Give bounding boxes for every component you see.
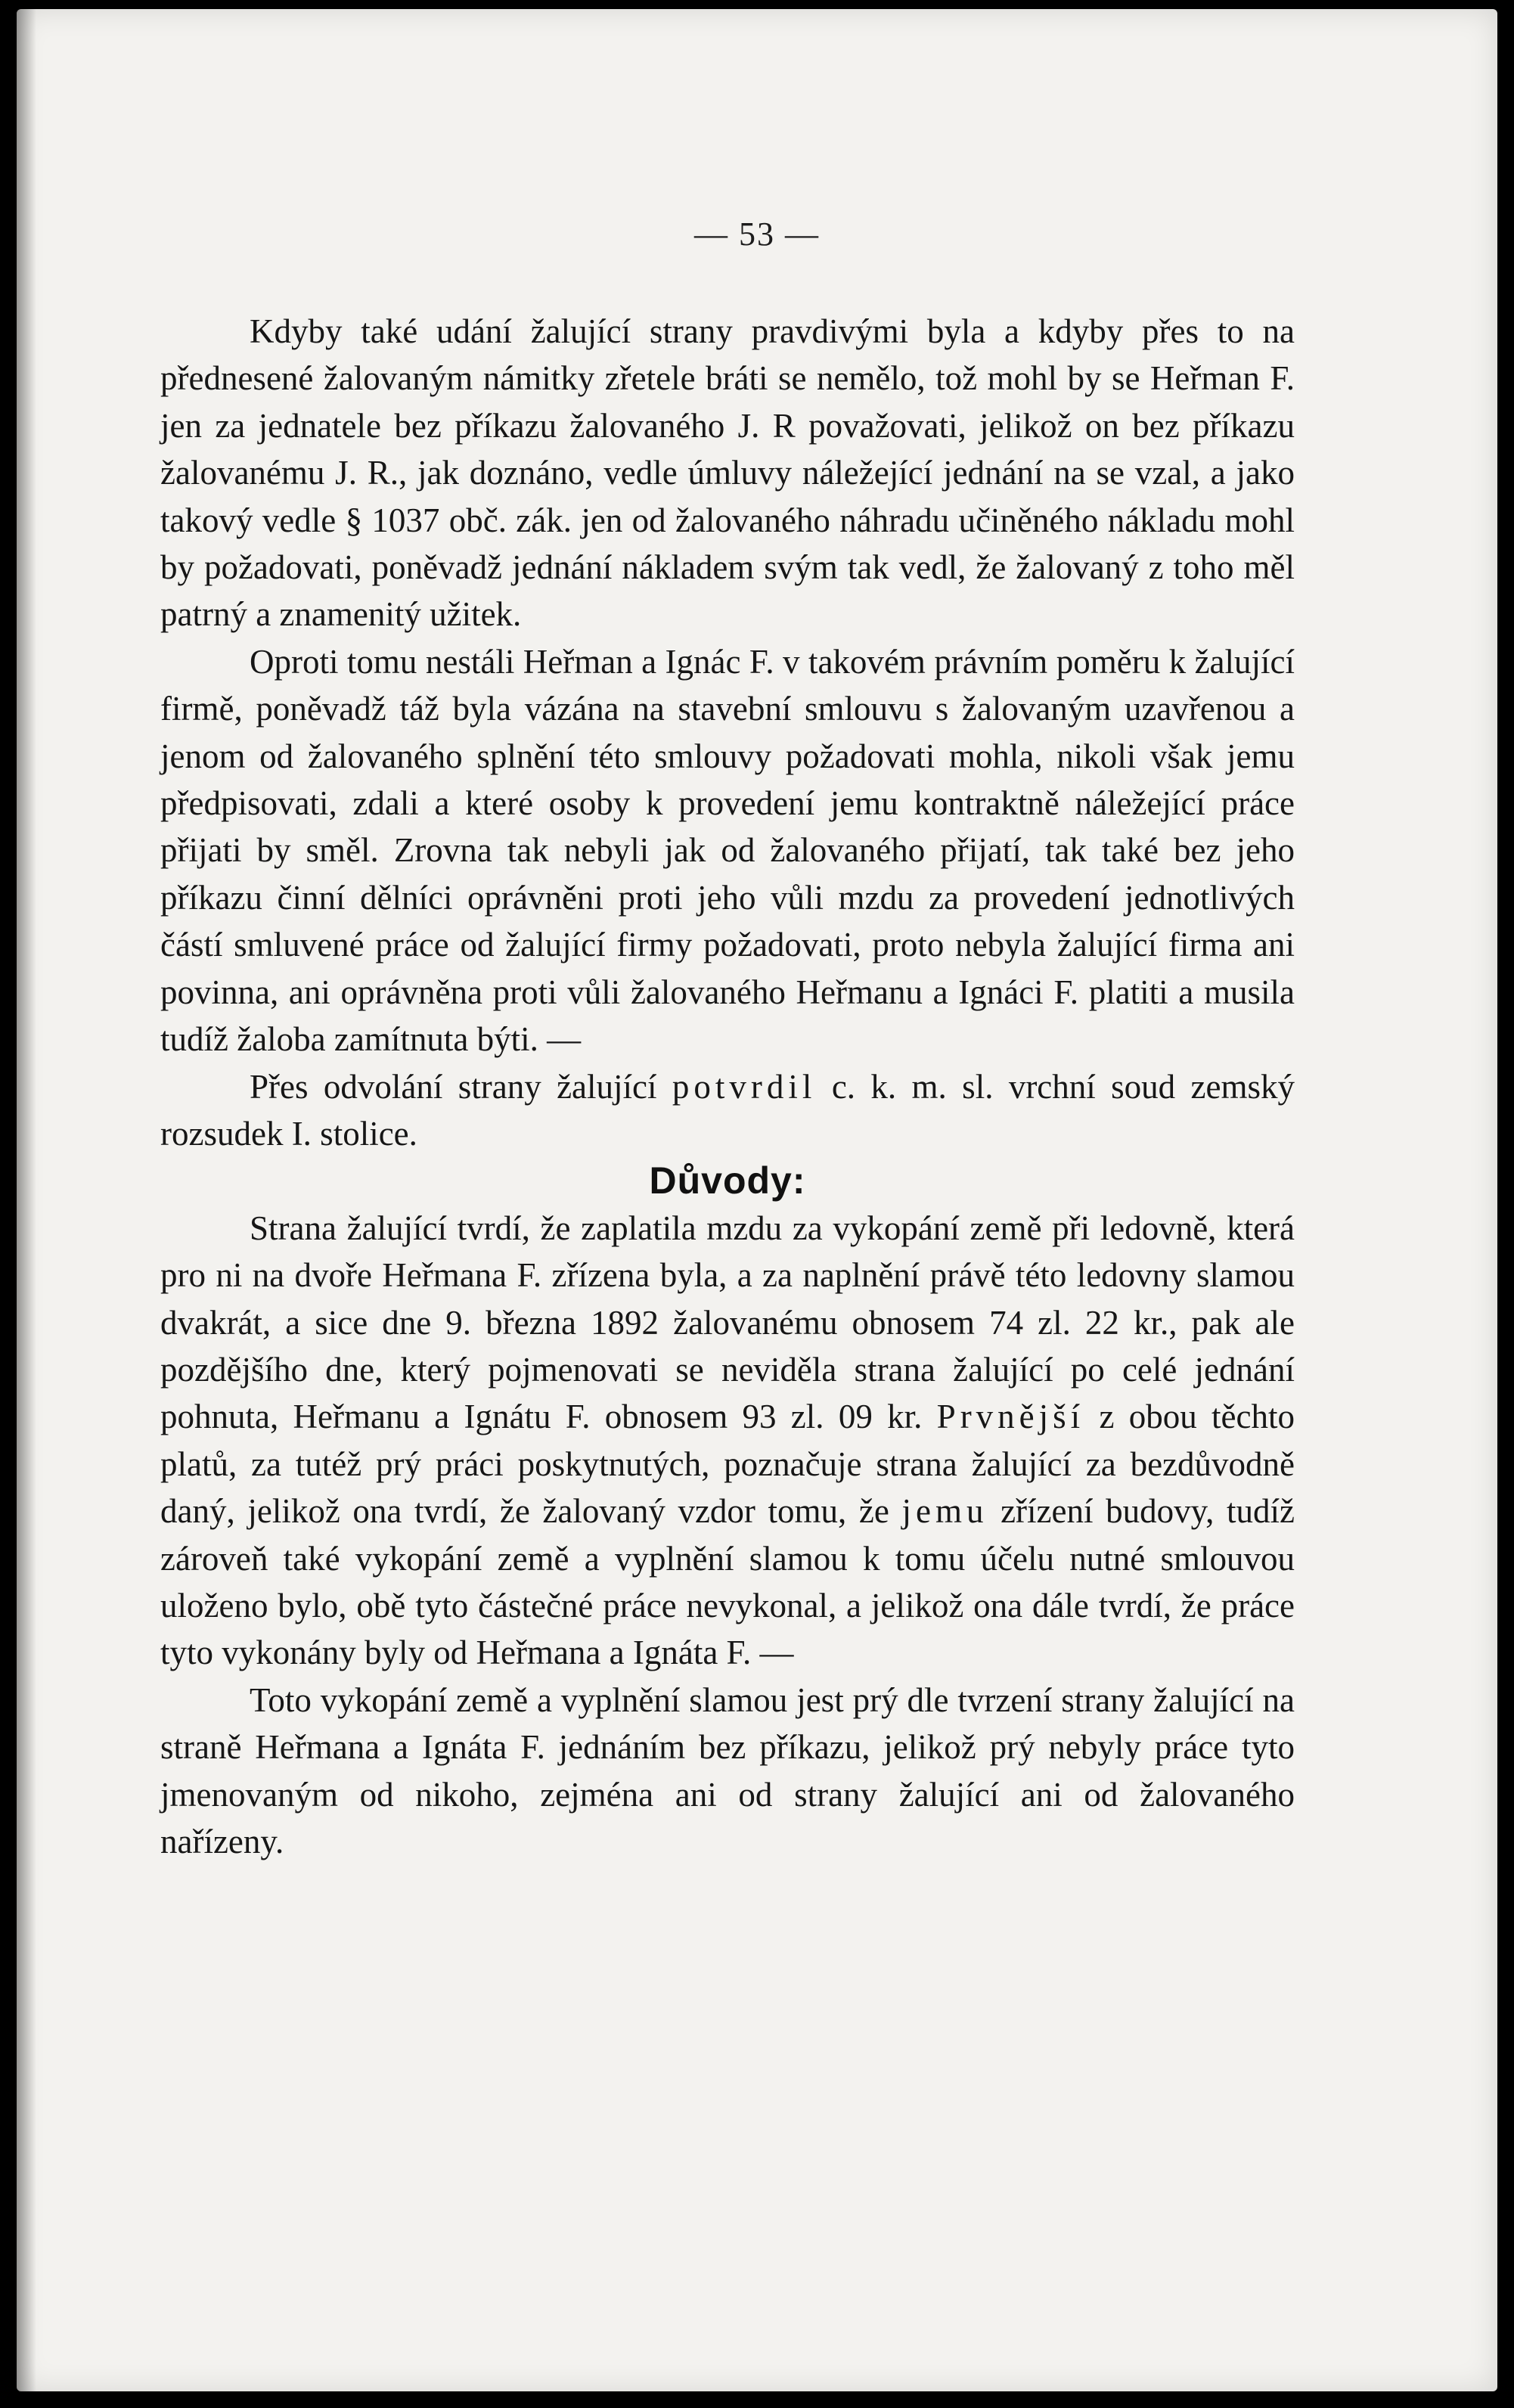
paragraph-text: Přes odvolání strany žalující bbox=[250, 1067, 657, 1106]
page-body bbox=[160, 308, 1295, 1865]
paragraph-appeal bbox=[160, 1063, 1295, 1158]
spaced-emphasis: Prvnější bbox=[936, 1398, 1085, 1436]
section-heading: Důvody: bbox=[649, 1159, 806, 1202]
paragraph-text: zřízení budovy, tudíž zároveň také vykopání země a vyplnění slamou k tomu účelu nutné smlouvou uloženo bylo, obě tyto částečné práce nevykonal, a jelikož ona dále tvrdí, že práce tyto vykonány byly od Heřmana a Ignáta F. — bbox=[160, 1492, 1295, 1672]
paragraph-text: z obou těchto platů, za tutéž prý práci poskytnutých, poznačuje strana žalující za bezdůvodně daný, jelikož ona tvrdí, že žalovaný vzdor tomu, že bbox=[160, 1398, 1295, 1531]
paragraph: Kdyby také udání žalující strany pravdivými byla a kdyby přes to na přednesené žalovaným námitky zřetele bráti se nemělo, tož mohl by se Heřman F. jen za jednatele bez příkazu žalovaného J. R považovati, jelikož on bez příkazu žalovanému J. R., jak doznáno, vedle úmluvy náležející jednání na se vzal, a jako takový vedle § 1037 obč. zák. jen od žalovaného náhradu učiněného nákladu mohl by požadovati, poněvadž jednání nákladem svým tak vedl, že žalovaný z toho měl patrný a znamenitý užitek. bbox=[160, 312, 1295, 634]
spaced-emphasis: potvrdil bbox=[672, 1067, 817, 1106]
paragraph: Toto vykopání země a vyplnění slamou jest prý dle tvrzení strany žalující na straně Heřmana a Ignáta F. jednáním bez příkazu, jelikož prý nebyly práce tyto jmenovaným od nikoho, zejména ani od strany žalující ani od žalovaného nařízeny. bbox=[160, 1680, 1295, 1860]
page-number: — 53 — bbox=[694, 216, 820, 253]
paragraph-text: c. k. m. sl. vrchní soud zemský rozsudek I. stolice. bbox=[160, 1067, 1295, 1153]
paragraph: Oproti tomu nestáli Heřman a Ignác F. v takovém právním poměru k žalující firmě, poněvadž táž byla vázána na stavební smlouvu s žalovaným uzavřenou a jenom od žalovaného splnění této smlouvy požadovati mohla, nikoli však jemu předpisovati, zdali a které osoby k provedení jemu kontraktně náležející práce přijati by směl. Zrovna tak nebyli jak od žalovaného přijatí, tak také bez jeho příkazu činní dělníci oprávněni proti jeho vůli mzdu za provedení jednotlivých částí smluvené práce od žalující firmy požadovati, proto nebyla žalující firma ani povinna, ani oprávněna proti vůli žalovaného Heřmanu a Ignáci F. platiti a musila tudíž žaloba zamítnuta býti. — bbox=[160, 642, 1295, 1059]
paragraph-text: Strana žalující tvrdí, že zaplatila mzdu za vykopání země při ledovně, která pro ni na dvoře Heřmana F. zřízena byla, a za naplnění právě této ledovny slamou dvakrát, a sice dne 9. března 1892 žalovanému obnosem 74 zl. 22 kr., pak ale pozdějšího dne, který pojmenovati se neviděla strana žalující po celé jednání pohnuta, Heřmanu a Ignátu F. obnosem 93 zl. 09 kr. bbox=[160, 1209, 1295, 1436]
spaced-emphasis: jemu bbox=[901, 1492, 988, 1531]
paragraph-reasons bbox=[160, 1205, 1295, 1677]
book-page bbox=[17, 9, 1497, 2391]
